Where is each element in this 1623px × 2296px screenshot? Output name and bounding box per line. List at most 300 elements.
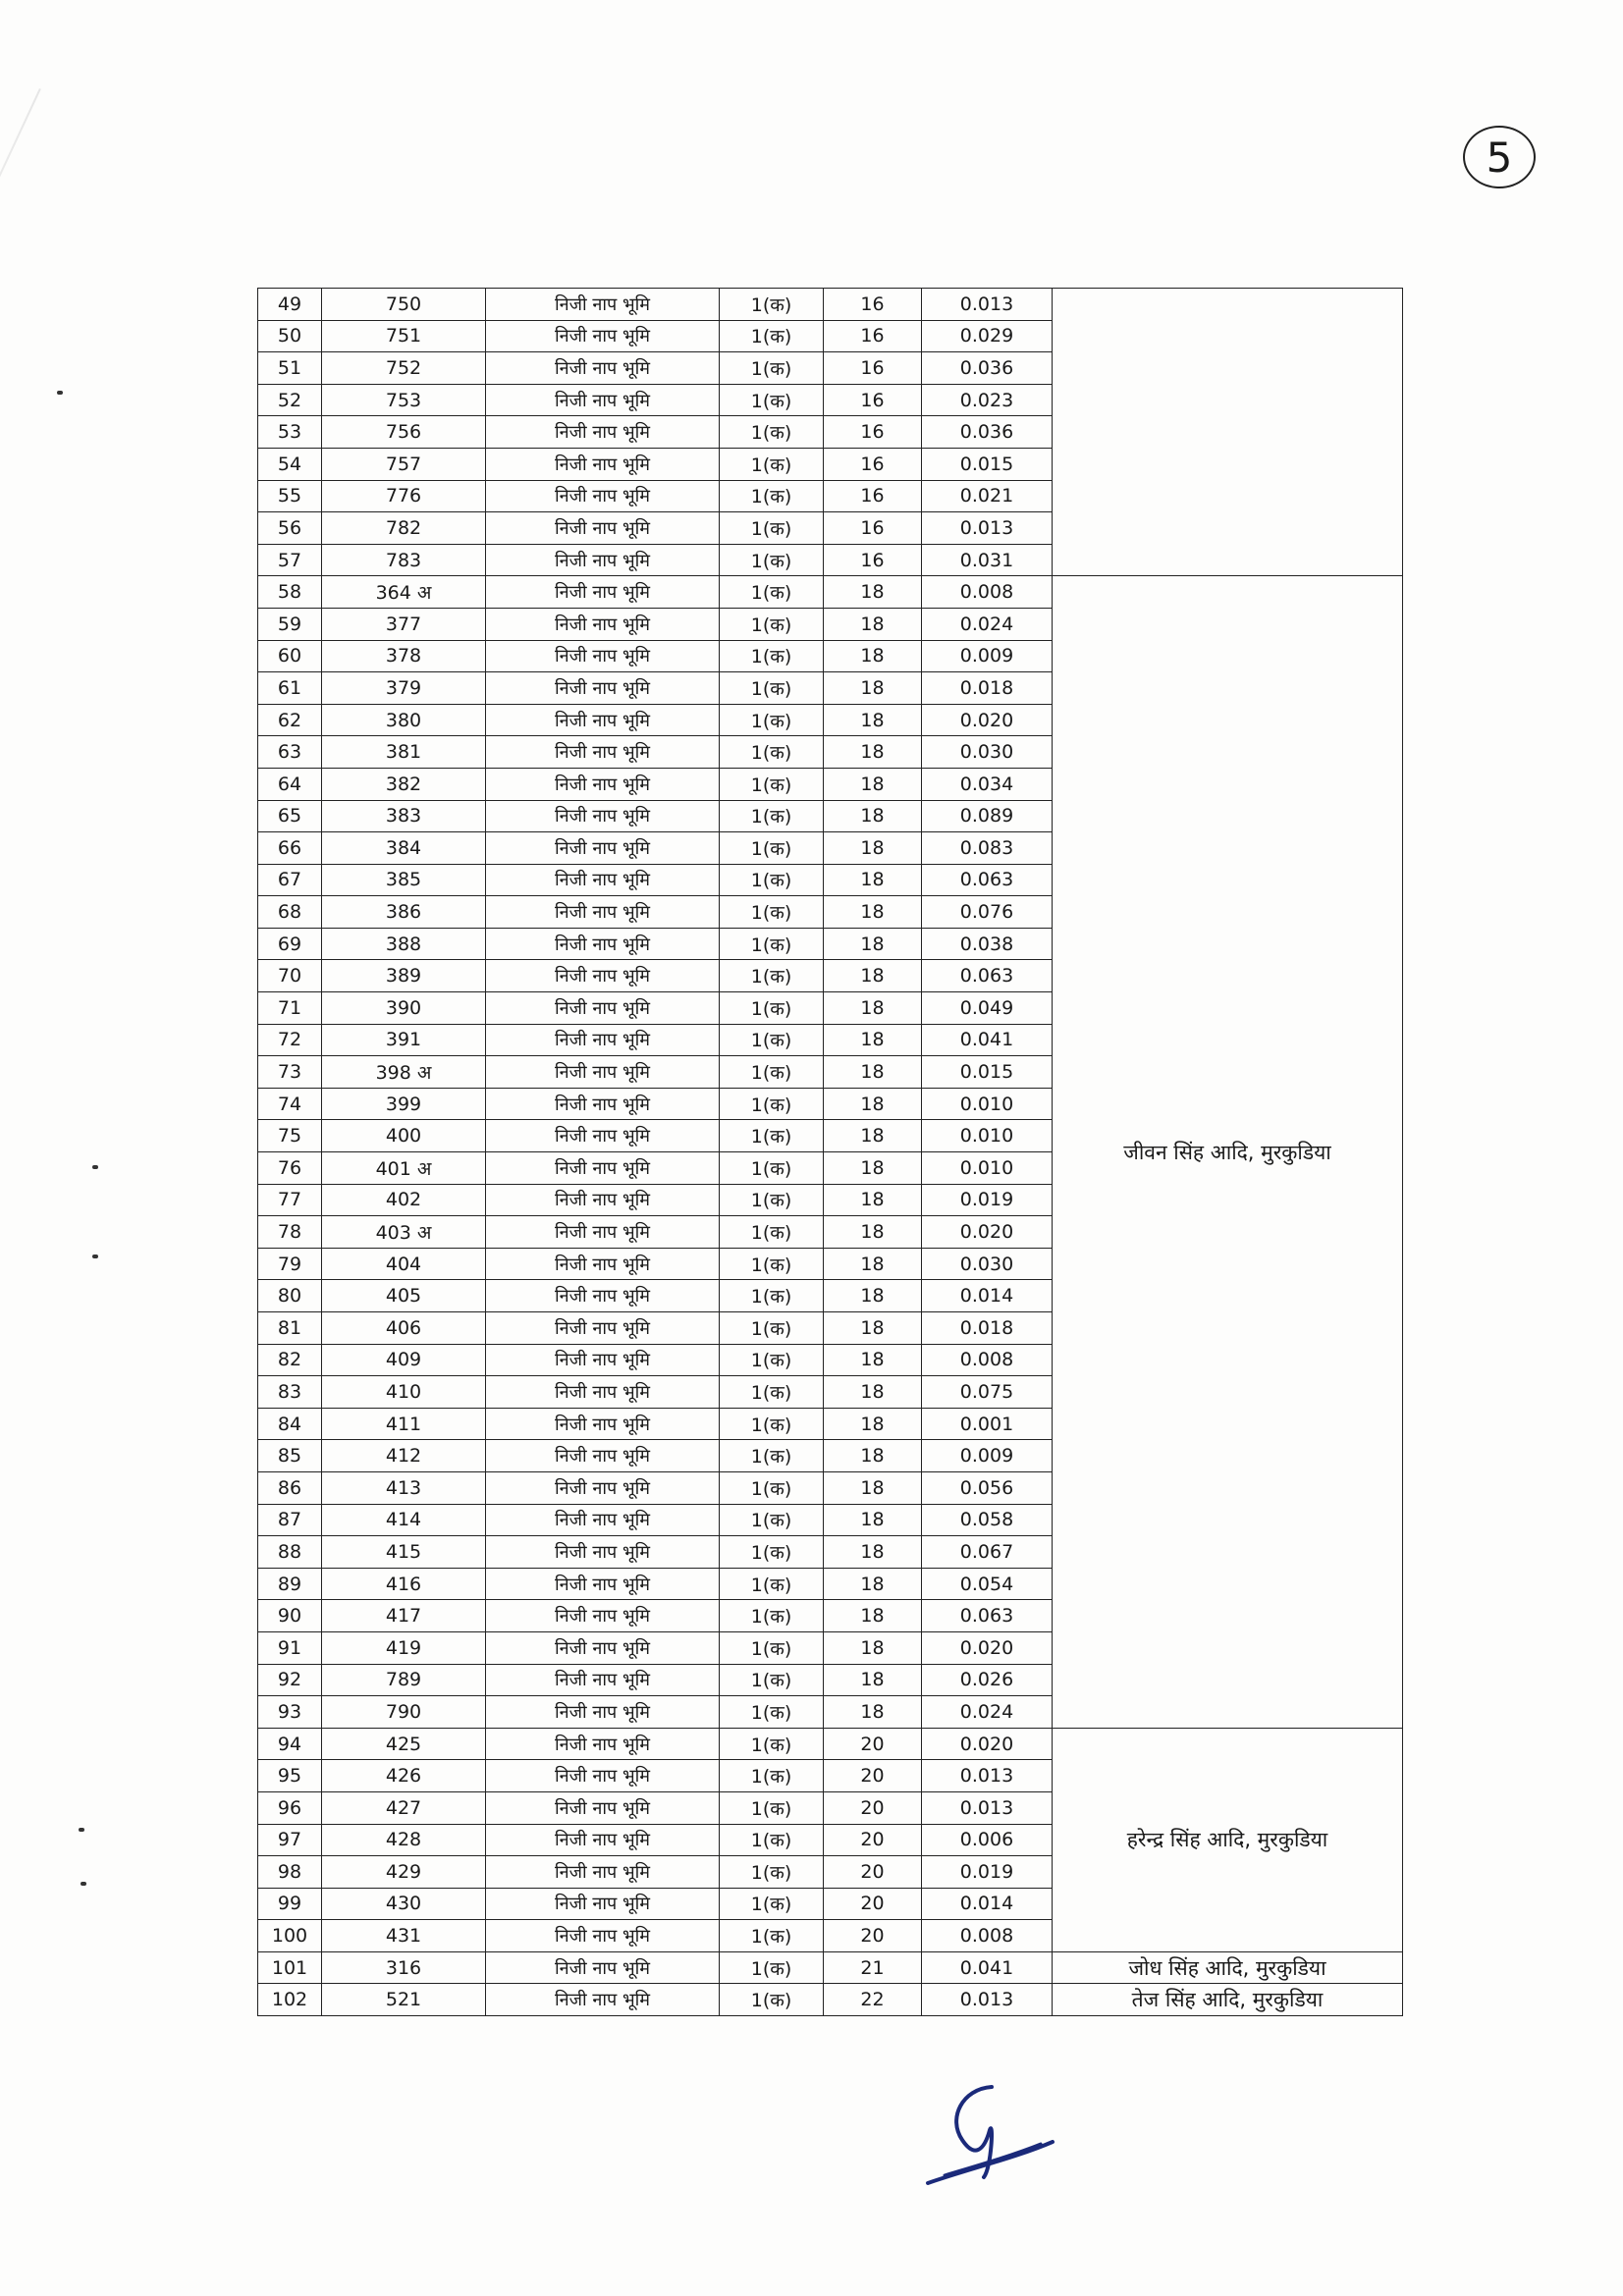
category-cell: 1(क) [720,1791,824,1824]
land-records-table [257,288,1403,2016]
scan-speck [57,391,63,395]
category-cell: 1(क) [720,608,824,640]
table-row [258,1728,1403,1760]
area-cell: 0.029 [922,320,1053,352]
plot-number-cell: 415 [322,1536,486,1569]
plot-number-cell: 753 [322,384,486,416]
section-cell: 18 [824,1600,922,1632]
serial-number-cell: 100 [258,1920,322,1952]
plot-number-cell: 427 [322,1791,486,1824]
section-cell: 18 [824,608,922,640]
section-cell: 20 [824,1856,922,1889]
plot-number-cell: 401 अ [322,1152,486,1185]
plot-number-cell: 790 [322,1696,486,1729]
category-cell: 1(क) [720,1248,824,1280]
section-cell: 18 [824,1280,922,1312]
plot-number-cell: 386 [322,896,486,929]
serial-number-cell: 68 [258,896,322,929]
land-type-cell: निजी नाप भूमि [486,1088,720,1120]
category-cell: 1(क) [720,1184,824,1216]
category-cell: 1(क) [720,1056,824,1089]
serial-number-cell: 61 [258,672,322,705]
plot-number-cell: 409 [322,1344,486,1376]
land-type-cell: निजी नाप भूमि [486,1920,720,1952]
area-cell: 0.056 [922,1471,1053,1504]
category-cell: 1(क) [720,768,824,800]
area-cell: 0.041 [922,1024,1053,1056]
section-cell: 18 [824,928,922,960]
plot-number-cell: 521 [322,1984,486,2016]
serial-number-cell: 90 [258,1600,322,1632]
section-cell: 20 [824,1888,922,1920]
section-cell: 18 [824,768,922,800]
land-type-cell: निजी नाप भूमि [486,928,720,960]
plot-number-cell: 431 [322,1920,486,1952]
category-cell: 1(क) [720,352,824,385]
category-cell: 1(क) [720,1951,824,1984]
plot-number-cell: 400 [322,1120,486,1152]
land-type-cell: निजी नाप भूमि [486,1824,720,1856]
plot-number-cell: 416 [322,1568,486,1600]
section-cell: 18 [824,1536,922,1569]
serial-number-cell: 62 [258,704,322,736]
category-cell: 1(क) [720,928,824,960]
area-cell: 0.020 [922,1631,1053,1664]
land-type-cell: निजी नाप भूमि [486,608,720,640]
serial-number-cell: 69 [258,928,322,960]
section-cell: 18 [824,1696,922,1729]
serial-number-cell: 77 [258,1184,322,1216]
area-cell: 0.041 [922,1951,1053,1984]
area-cell: 0.014 [922,1888,1053,1920]
land-type-cell: निजी नाप भूमि [486,1856,720,1889]
owner-name-cell: जोध सिंह आदि, मुरकुडिया [1053,1951,1403,1984]
land-type-cell: निजी नाप भूमि [486,480,720,512]
category-cell: 1(क) [720,480,824,512]
land-type-cell: निजी नाप भूमि [486,1600,720,1632]
land-type-cell: निजी नाप भूमि [486,960,720,992]
serial-number-cell: 57 [258,544,322,576]
area-cell: 0.038 [922,928,1053,960]
serial-number-cell: 67 [258,864,322,896]
category-cell: 1(क) [720,1376,824,1409]
serial-number-cell: 55 [258,480,322,512]
section-cell: 18 [824,1184,922,1216]
category-cell: 1(क) [720,640,824,672]
scan-speck [81,1882,86,1886]
section-cell: 16 [824,289,922,321]
scan-speck [92,1255,98,1258]
land-type-cell: निजी नाप भूमि [486,832,720,865]
area-cell: 0.021 [922,480,1053,512]
section-cell: 16 [824,352,922,385]
plot-number-cell: 390 [322,992,486,1025]
area-cell: 0.063 [922,960,1053,992]
serial-number-cell: 85 [258,1440,322,1472]
section-cell: 16 [824,544,922,576]
plot-number-cell: 412 [322,1440,486,1472]
plot-number-cell: 403 अ [322,1216,486,1249]
land-type-cell: निजी नाप भूमि [486,320,720,352]
plot-number-cell: 752 [322,352,486,385]
area-cell: 0.020 [922,1728,1053,1760]
plot-number-cell: 757 [322,448,486,480]
table-row [258,289,1403,321]
plot-number-cell: 751 [322,320,486,352]
area-cell: 0.015 [922,448,1053,480]
plot-number-cell: 383 [322,800,486,832]
category-cell: 1(क) [720,704,824,736]
serial-number-cell: 81 [258,1312,322,1345]
serial-number-cell: 101 [258,1951,322,1984]
land-type-cell: निजी नाप भूमि [486,1631,720,1664]
section-cell: 18 [824,1248,922,1280]
section-cell: 16 [824,384,922,416]
land-type-cell: निजी नाप भूमि [486,1440,720,1472]
section-cell: 18 [824,832,922,865]
land-type-cell: निजी नाप भूमि [486,1696,720,1729]
serial-number-cell: 87 [258,1504,322,1536]
land-type-cell: निजी नाप भूमि [486,1344,720,1376]
plot-number-cell: 380 [322,704,486,736]
land-records-body [258,289,1403,2016]
serial-number-cell: 70 [258,960,322,992]
section-cell: 18 [824,704,922,736]
area-cell: 0.008 [922,1920,1053,1952]
plot-number-cell: 316 [322,1951,486,1984]
area-cell: 0.023 [922,384,1053,416]
category-cell: 1(क) [720,1024,824,1056]
land-type-cell: निजी नाप भूमि [486,1248,720,1280]
area-cell: 0.036 [922,352,1053,385]
owner-name-cell [1053,289,1403,576]
section-cell: 18 [824,1440,922,1472]
serial-number-cell: 53 [258,416,322,449]
serial-number-cell: 96 [258,1791,322,1824]
area-cell: 0.009 [922,1440,1053,1472]
serial-number-cell: 71 [258,992,322,1025]
area-cell: 0.008 [922,576,1053,609]
serial-number-cell: 97 [258,1824,322,1856]
serial-number-cell: 59 [258,608,322,640]
plot-number-cell: 783 [322,544,486,576]
land-type-cell: निजी नाप भूमि [486,1312,720,1345]
land-type-cell: निजी नाप भूमि [486,1760,720,1792]
land-type-cell: निजी नाप भूमि [486,1471,720,1504]
serial-number-cell: 95 [258,1760,322,1792]
category-cell: 1(क) [720,832,824,865]
section-cell: 18 [824,640,922,672]
area-cell: 0.049 [922,992,1053,1025]
plot-number-cell: 429 [322,1856,486,1889]
category-cell: 1(क) [720,512,824,545]
plot-number-cell: 388 [322,928,486,960]
plot-number-cell: 399 [322,1088,486,1120]
scan-speck [79,1828,84,1832]
table-row [258,1984,1403,2016]
category-cell: 1(क) [720,448,824,480]
area-cell: 0.008 [922,1344,1053,1376]
area-cell: 0.036 [922,416,1053,449]
serial-number-cell: 73 [258,1056,322,1089]
owner-name-cell: तेज सिंह आदि, मुरकुडिया [1053,1984,1403,2016]
plot-number-cell: 404 [322,1248,486,1280]
category-cell: 1(क) [720,1312,824,1345]
serial-number-cell: 66 [258,832,322,865]
section-cell: 18 [824,1120,922,1152]
section-cell: 18 [824,1312,922,1345]
section-cell: 18 [824,864,922,896]
category-cell: 1(क) [720,289,824,321]
area-cell: 0.075 [922,1376,1053,1409]
category-cell: 1(क) [720,1216,824,1249]
land-type-cell: निजी नाप भूमि [486,1024,720,1056]
serial-number-cell: 86 [258,1471,322,1504]
plot-number-cell: 411 [322,1408,486,1440]
category-cell: 1(क) [720,736,824,769]
land-type-cell: निजी नाप भूमि [486,1056,720,1089]
category-cell: 1(क) [720,544,824,576]
section-cell: 20 [824,1920,922,1952]
plot-number-cell: 430 [322,1888,486,1920]
section-cell: 22 [824,1984,922,2016]
area-cell: 0.020 [922,704,1053,736]
area-cell: 0.030 [922,1248,1053,1280]
area-cell: 0.018 [922,672,1053,705]
serial-number-cell: 54 [258,448,322,480]
section-cell: 18 [824,576,922,609]
category-cell: 1(क) [720,1088,824,1120]
plot-number-cell: 377 [322,608,486,640]
category-cell: 1(क) [720,1408,824,1440]
land-type-cell: निजी नाप भूमि [486,1408,720,1440]
land-type-cell: निजी नाप भूमि [486,896,720,929]
plot-number-cell: 406 [322,1312,486,1345]
section-cell: 18 [824,1568,922,1600]
category-cell: 1(क) [720,416,824,449]
section-cell: 21 [824,1951,922,1984]
handwritten-signature [923,2079,1060,2187]
section-cell: 18 [824,1504,922,1536]
section-cell: 18 [824,1664,922,1696]
land-type-cell: निजी नाप भूमि [486,800,720,832]
category-cell: 1(क) [720,1696,824,1729]
section-cell: 20 [824,1824,922,1856]
land-type-cell: निजी नाप भूमि [486,1664,720,1696]
land-type-cell: निजी नाप भूमि [486,1728,720,1760]
category-cell: 1(क) [720,960,824,992]
scan-speck [92,1165,98,1169]
land-type-cell: निजी नाप भूमि [486,384,720,416]
land-type-cell: निजी नाप भूमि [486,544,720,576]
category-cell: 1(क) [720,1664,824,1696]
plot-number-cell: 410 [322,1376,486,1409]
serial-number-cell: 79 [258,1248,322,1280]
serial-number-cell: 94 [258,1728,322,1760]
serial-number-cell: 89 [258,1568,322,1600]
area-cell: 0.058 [922,1504,1053,1536]
category-cell: 1(क) [720,320,824,352]
paper-crease [0,88,41,507]
land-type-cell: निजी नाप भूमि [486,1984,720,2016]
plot-number-cell: 414 [322,1504,486,1536]
plot-number-cell: 756 [322,416,486,449]
serial-number-cell: 93 [258,1696,322,1729]
serial-number-cell: 52 [258,384,322,416]
serial-number-cell: 63 [258,736,322,769]
plot-number-cell: 776 [322,480,486,512]
owner-name-cell: जीवन सिंह आदि, मुरकुडिया [1053,576,1403,1728]
category-cell: 1(क) [720,1600,824,1632]
category-cell: 1(क) [720,1760,824,1792]
area-cell: 0.010 [922,1088,1053,1120]
serial-number-cell: 65 [258,800,322,832]
area-cell: 0.030 [922,736,1053,769]
serial-number-cell: 72 [258,1024,322,1056]
plot-number-cell: 750 [322,289,486,321]
area-cell: 0.010 [922,1120,1053,1152]
section-cell: 16 [824,480,922,512]
category-cell: 1(क) [720,1824,824,1856]
plot-number-cell: 381 [322,736,486,769]
plot-number-cell: 364 अ [322,576,486,609]
land-type-cell: निजी नाप भूमि [486,1120,720,1152]
section-cell: 18 [824,1344,922,1376]
land-type-cell: निजी नाप भूमि [486,1504,720,1536]
area-cell: 0.024 [922,1696,1053,1729]
area-cell: 0.024 [922,608,1053,640]
land-type-cell: निजी नाप भूमि [486,289,720,321]
section-cell: 18 [824,800,922,832]
land-type-cell: निजी नाप भूमि [486,1152,720,1185]
land-type-cell: निजी नाप भूमि [486,448,720,480]
category-cell: 1(क) [720,1536,824,1569]
category-cell: 1(क) [720,1280,824,1312]
land-type-cell: निजी नाप भूमि [486,672,720,705]
area-cell: 0.054 [922,1568,1053,1600]
plot-number-cell: 426 [322,1760,486,1792]
section-cell: 16 [824,512,922,545]
area-cell: 0.083 [922,832,1053,865]
serial-number-cell: 98 [258,1856,322,1889]
area-cell: 0.031 [922,544,1053,576]
section-cell: 16 [824,416,922,449]
category-cell: 1(क) [720,1888,824,1920]
category-cell: 1(क) [720,1631,824,1664]
serial-number-cell: 80 [258,1280,322,1312]
section-cell: 18 [824,1152,922,1185]
land-type-cell: निजी नाप भूमि [486,352,720,385]
plot-number-cell: 389 [322,960,486,992]
section-cell: 18 [824,1408,922,1440]
section-cell: 18 [824,1088,922,1120]
land-type-cell: निजी नाप भूमि [486,1216,720,1249]
land-type-cell: निजी नाप भूमि [486,704,720,736]
area-cell: 0.018 [922,1312,1053,1345]
section-cell: 18 [824,1631,922,1664]
land-type-cell: निजी नाप भूमि [486,1376,720,1409]
land-type-cell: निजी नाप भूमि [486,1184,720,1216]
section-cell: 20 [824,1760,922,1792]
area-cell: 0.009 [922,640,1053,672]
land-type-cell: निजी नाप भूमि [486,1280,720,1312]
section-cell: 18 [824,1216,922,1249]
area-cell: 0.013 [922,1791,1053,1824]
land-type-cell: निजी नाप भूमि [486,1568,720,1600]
plot-number-cell: 379 [322,672,486,705]
area-cell: 0.020 [922,1216,1053,1249]
section-cell: 16 [824,448,922,480]
serial-number-cell: 74 [258,1088,322,1120]
serial-number-cell: 99 [258,1888,322,1920]
page-number: 5 [1463,126,1536,188]
serial-number-cell: 60 [258,640,322,672]
category-cell: 1(क) [720,576,824,609]
section-cell: 20 [824,1791,922,1824]
area-cell: 0.013 [922,1984,1053,2016]
section-cell: 20 [824,1728,922,1760]
plot-number-cell: 398 अ [322,1056,486,1089]
serial-number-cell: 78 [258,1216,322,1249]
section-cell: 18 [824,1376,922,1409]
plot-number-cell: 385 [322,864,486,896]
owner-name-cell: हरेन्द्र सिंह आदि, मुरकुडिया [1053,1728,1403,1951]
area-cell: 0.076 [922,896,1053,929]
category-cell: 1(क) [720,1344,824,1376]
area-cell: 0.006 [922,1824,1053,1856]
plot-number-cell: 391 [322,1024,486,1056]
section-cell: 16 [824,320,922,352]
plot-number-cell: 419 [322,1631,486,1664]
category-cell: 1(क) [720,1728,824,1760]
category-cell: 1(क) [720,896,824,929]
category-cell: 1(क) [720,384,824,416]
area-cell: 0.067 [922,1536,1053,1569]
land-type-cell: निजी नाप भूमि [486,736,720,769]
serial-number-cell: 84 [258,1408,322,1440]
serial-number-cell: 88 [258,1536,322,1569]
land-type-cell: निजी नाप भूमि [486,864,720,896]
serial-number-cell: 82 [258,1344,322,1376]
serial-number-cell: 50 [258,320,322,352]
section-cell: 18 [824,992,922,1025]
serial-number-cell: 102 [258,1984,322,2016]
serial-number-cell: 51 [258,352,322,385]
area-cell: 0.013 [922,289,1053,321]
land-type-cell: निजी नाप भूमि [486,1888,720,1920]
section-cell: 18 [824,1056,922,1089]
serial-number-cell: 75 [258,1120,322,1152]
serial-number-cell: 91 [258,1631,322,1664]
category-cell: 1(क) [720,1984,824,2016]
category-cell: 1(क) [720,1471,824,1504]
section-cell: 18 [824,736,922,769]
category-cell: 1(क) [720,1152,824,1185]
area-cell: 0.089 [922,800,1053,832]
land-type-cell: निजी नाप भूमि [486,1951,720,1984]
area-cell: 0.014 [922,1280,1053,1312]
serial-number-cell: 49 [258,289,322,321]
category-cell: 1(क) [720,1568,824,1600]
section-cell: 18 [824,896,922,929]
land-type-cell: निजी नाप भूमि [486,1536,720,1569]
category-cell: 1(क) [720,672,824,705]
area-cell: 0.063 [922,864,1053,896]
land-type-cell: निजी नाप भूमि [486,576,720,609]
plot-number-cell: 402 [322,1184,486,1216]
area-cell: 0.026 [922,1664,1053,1696]
serial-number-cell: 92 [258,1664,322,1696]
